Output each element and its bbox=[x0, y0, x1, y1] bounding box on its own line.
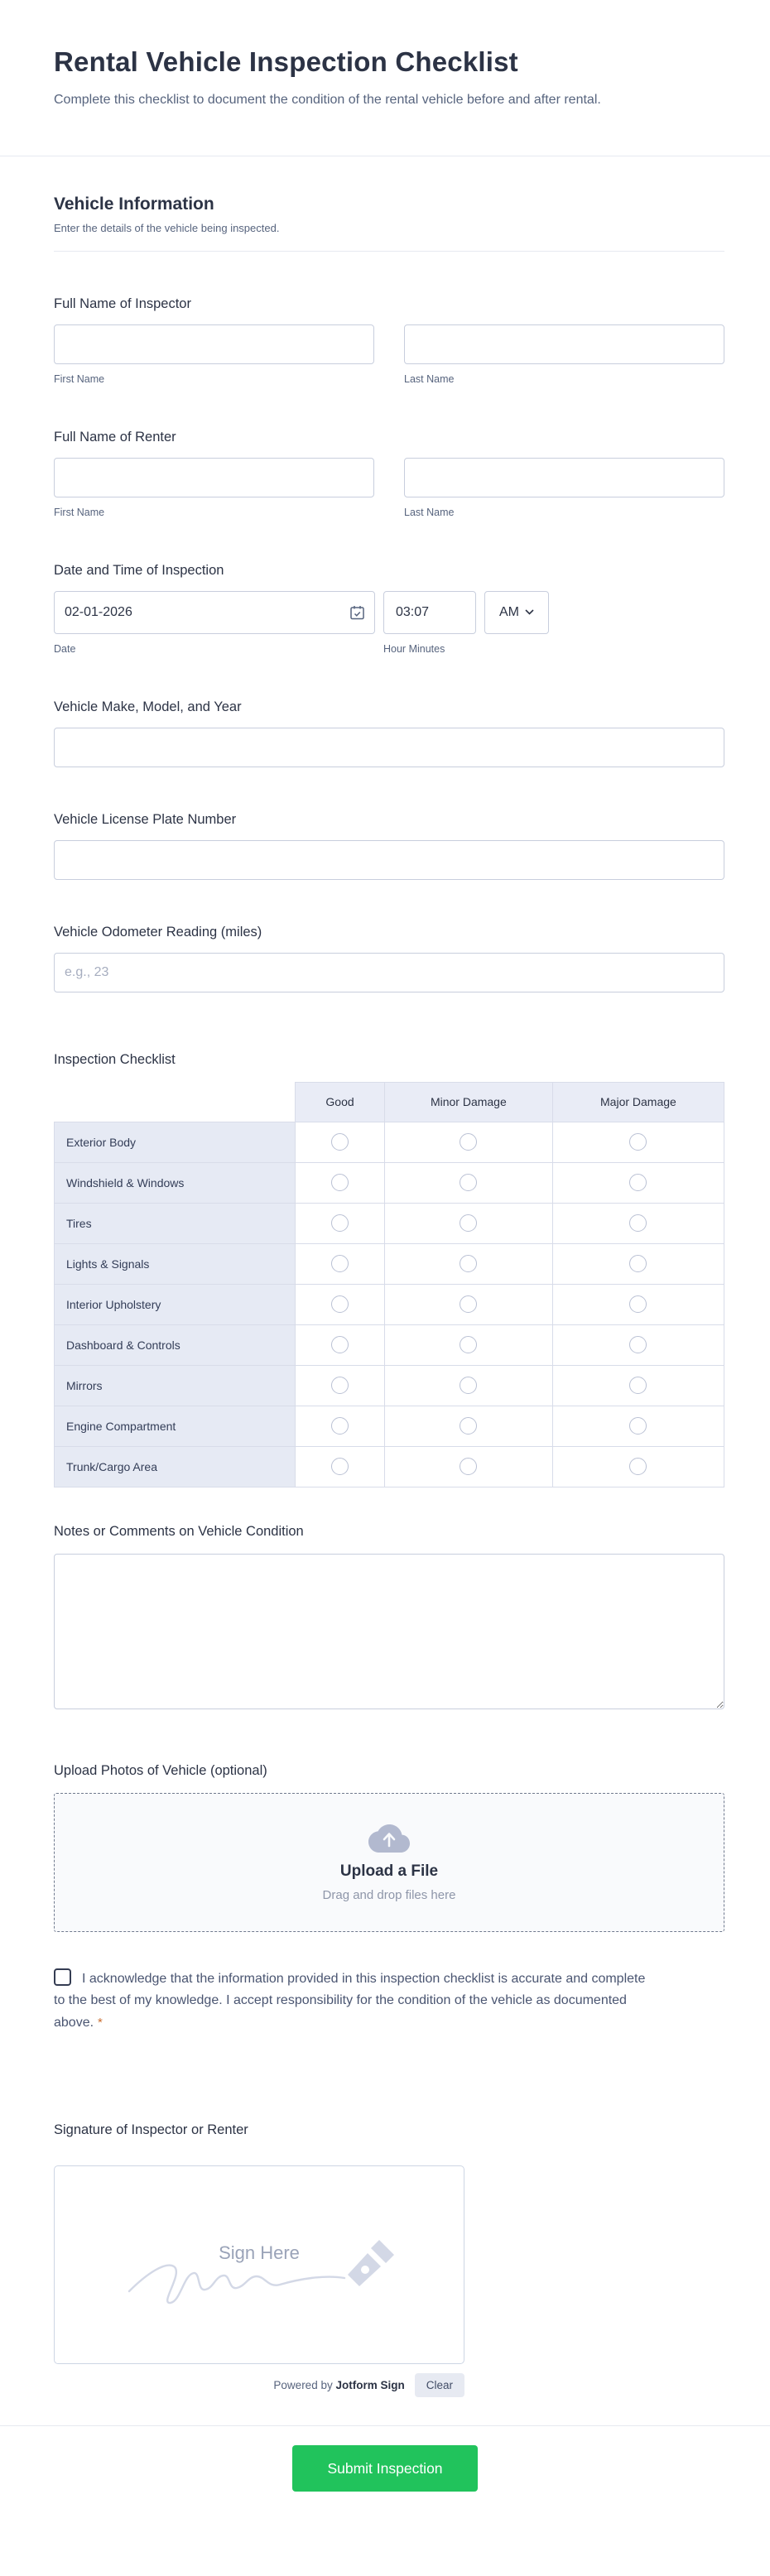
powered-by-jotform-sign: Powered by Jotform Sign bbox=[273, 2379, 405, 2392]
cloud-upload-icon bbox=[368, 1823, 410, 1853]
radio-engine-compartment-good[interactable] bbox=[331, 1417, 349, 1435]
radio-interior-upholstery-minor-damage[interactable] bbox=[460, 1295, 477, 1313]
checklist-cell bbox=[384, 1243, 552, 1284]
time-input[interactable] bbox=[383, 591, 476, 634]
checklist-cell bbox=[384, 1203, 552, 1243]
checklist-cell bbox=[384, 1446, 552, 1487]
inspector-last-name-sublabel: Last Name bbox=[404, 372, 455, 385]
make-model-year-input[interactable] bbox=[54, 728, 724, 767]
radio-windshield-windows-major-damage[interactable] bbox=[629, 1174, 647, 1191]
checklist-cell bbox=[552, 1243, 724, 1284]
odometer-label: Vehicle Odometer Reading (miles) bbox=[54, 924, 262, 940]
upload-hint: Drag and drop files here bbox=[322, 1887, 456, 1902]
inspector-last-name-input[interactable] bbox=[404, 324, 724, 364]
radio-interior-upholstery-good[interactable] bbox=[331, 1295, 349, 1313]
inspector-first-name-sublabel: First Name bbox=[54, 372, 105, 385]
field-upload bbox=[54, 1763, 724, 1932]
ampm-value: AM bbox=[499, 604, 519, 619]
checklist-cell bbox=[384, 1406, 552, 1446]
renter-first-name-input[interactable] bbox=[54, 458, 374, 497]
checklist-cell bbox=[552, 1446, 724, 1487]
checklist-cell bbox=[384, 1365, 552, 1406]
radio-lights-signals-good[interactable] bbox=[331, 1255, 349, 1272]
license-plate-label: Vehicle License Plate Number bbox=[54, 811, 237, 827]
field-inspection-checklist bbox=[54, 1052, 724, 1487]
form-body bbox=[0, 156, 770, 2398]
checklist-header-row bbox=[55, 1082, 724, 1122]
checklist-row bbox=[55, 1203, 724, 1243]
checklist-cell bbox=[296, 1284, 385, 1324]
checklist-row bbox=[55, 1446, 724, 1487]
notes-textarea[interactable] bbox=[54, 1554, 724, 1709]
checklist-cell bbox=[552, 1162, 724, 1203]
radio-dashboard-controls-minor-damage[interactable] bbox=[460, 1336, 477, 1353]
inspector-first-name-input[interactable] bbox=[54, 324, 374, 364]
checklist-row bbox=[55, 1243, 724, 1284]
date-input[interactable] bbox=[54, 591, 375, 634]
renter-last-name-sublabel: Last Name bbox=[404, 506, 455, 518]
checklist-row-label: Exterior Body bbox=[55, 1122, 296, 1162]
radio-engine-compartment-major-damage[interactable] bbox=[629, 1417, 647, 1435]
acknowledgment-text: I acknowledge that the information provided in this inspection checklist is accurate and complete to the best of my knowledge. I accept responsibility for the condition of the vehicle as documented above. bbox=[54, 1971, 646, 2031]
checklist-row-label: Tires bbox=[55, 1203, 296, 1243]
field-license-plate bbox=[54, 812, 724, 880]
datetime-label: Date and Time of Inspection bbox=[54, 562, 224, 578]
checklist-row-label: Dashboard & Controls bbox=[55, 1324, 296, 1365]
field-acknowledgment bbox=[54, 1968, 658, 2035]
checklist-row-label: Mirrors bbox=[55, 1365, 296, 1406]
checklist-row-label: Trunk/Cargo Area bbox=[55, 1446, 296, 1487]
signature-pad[interactable] bbox=[54, 2165, 464, 2364]
radio-trunk-cargo-area-minor-damage[interactable] bbox=[460, 1458, 477, 1475]
radio-exterior-body-major-damage[interactable] bbox=[629, 1133, 647, 1151]
checklist-cell bbox=[552, 1365, 724, 1406]
field-inspector-name bbox=[54, 296, 724, 385]
checklist-cell bbox=[296, 1162, 385, 1203]
checklist-row bbox=[55, 1324, 724, 1365]
checklist-row bbox=[55, 1162, 724, 1203]
make-model-year-label: Vehicle Make, Model, and Year bbox=[54, 699, 242, 714]
jotform-sign-brand: Jotform Sign bbox=[335, 2379, 405, 2392]
radio-mirrors-good[interactable] bbox=[331, 1377, 349, 1394]
checklist-cell bbox=[296, 1324, 385, 1365]
checklist-table-body bbox=[55, 1122, 724, 1487]
upload-button-text: Upload a File bbox=[339, 1862, 439, 1880]
radio-exterior-body-good[interactable] bbox=[331, 1133, 349, 1151]
checklist-row-label: Interior Upholstery bbox=[55, 1284, 296, 1324]
calendar-icon[interactable] bbox=[349, 604, 365, 620]
submit-bar bbox=[0, 2425, 770, 2533]
checklist-cell bbox=[552, 1324, 724, 1365]
checklist-row-label: Lights & Signals bbox=[55, 1243, 296, 1284]
section-title: Vehicle Information bbox=[54, 194, 214, 214]
checklist-cell bbox=[296, 1406, 385, 1446]
checklist-cell bbox=[296, 1203, 385, 1243]
checklist-cell bbox=[296, 1243, 385, 1284]
checklist-cell bbox=[384, 1324, 552, 1365]
license-plate-input[interactable] bbox=[54, 840, 724, 880]
section-vehicle-information bbox=[54, 195, 724, 252]
ampm-select[interactable] bbox=[484, 591, 549, 634]
checklist-row bbox=[55, 1406, 724, 1446]
checklist-cell bbox=[552, 1406, 724, 1446]
checklist-cell bbox=[296, 1446, 385, 1487]
page-title: Rental Vehicle Inspection Checklist bbox=[54, 46, 518, 77]
radio-dashboard-controls-good[interactable] bbox=[331, 1336, 349, 1353]
time-sublabel: Hour Minutes bbox=[383, 642, 445, 655]
signature-label: Signature of Inspector or Renter bbox=[54, 2122, 248, 2138]
radio-trunk-cargo-area-good[interactable] bbox=[331, 1458, 349, 1475]
radio-tires-minor-damage[interactable] bbox=[460, 1214, 477, 1232]
radio-lights-signals-minor-damage[interactable] bbox=[460, 1255, 477, 1272]
section-description: Enter the details of the vehicle being inspected. bbox=[54, 221, 280, 234]
checklist-row bbox=[55, 1122, 724, 1162]
radio-mirrors-major-damage[interactable] bbox=[629, 1377, 647, 1394]
checklist-col-major-damage: Major Damage bbox=[552, 1082, 724, 1122]
field-datetime bbox=[54, 563, 724, 655]
radio-windshield-windows-good[interactable] bbox=[331, 1174, 349, 1191]
upload-label: Upload Photos of Vehicle (optional) bbox=[54, 1762, 267, 1778]
checklist-table bbox=[54, 1082, 724, 1487]
radio-engine-compartment-minor-damage[interactable] bbox=[460, 1417, 477, 1435]
odometer-input[interactable] bbox=[54, 953, 724, 992]
checklist-row bbox=[55, 1365, 724, 1406]
checklist-cell bbox=[384, 1284, 552, 1324]
radio-interior-upholstery-major-damage[interactable] bbox=[629, 1295, 647, 1313]
submit-inspection-button[interactable]: Submit Inspection bbox=[292, 2445, 478, 2492]
radio-exterior-body-minor-damage[interactable] bbox=[460, 1133, 477, 1151]
checklist-corner-cell bbox=[55, 1082, 296, 1122]
signature-placeholder-doodle bbox=[123, 2215, 396, 2314]
checklist-col-good: Good bbox=[296, 1082, 385, 1122]
pen-nib-icon bbox=[348, 2240, 394, 2286]
radio-tires-good[interactable] bbox=[331, 1214, 349, 1232]
radio-trunk-cargo-area-major-damage[interactable] bbox=[629, 1458, 647, 1475]
sign-here-text: Sign Here bbox=[219, 2242, 300, 2263]
renter-name-label: Full Name of Renter bbox=[54, 429, 176, 445]
radio-windshield-windows-minor-damage[interactable] bbox=[460, 1174, 477, 1191]
checklist-cell bbox=[552, 1203, 724, 1243]
checklist-row bbox=[55, 1284, 724, 1324]
radio-dashboard-controls-major-damage[interactable] bbox=[629, 1336, 647, 1353]
upload-dropzone[interactable] bbox=[54, 1793, 724, 1932]
form-header bbox=[0, 0, 770, 156]
radio-lights-signals-major-damage[interactable] bbox=[629, 1255, 647, 1272]
field-odometer bbox=[54, 925, 724, 992]
renter-first-name-sublabel: First Name bbox=[54, 506, 105, 518]
field-make-model-year bbox=[54, 699, 724, 767]
inspector-name-label: Full Name of Inspector bbox=[54, 296, 191, 311]
radio-tires-major-damage[interactable] bbox=[629, 1214, 647, 1232]
checklist-cell bbox=[384, 1122, 552, 1162]
field-notes bbox=[54, 1524, 724, 1713]
acknowledgment-checkbox[interactable] bbox=[54, 1968, 71, 1986]
field-renter-name bbox=[54, 430, 724, 518]
checklist-cell bbox=[296, 1365, 385, 1406]
radio-mirrors-minor-damage[interactable] bbox=[460, 1377, 477, 1394]
checklist-row-label: Windshield & Windows bbox=[55, 1162, 296, 1203]
page-description: Complete this checklist to document the condition of the rental vehicle before and after rental. bbox=[54, 93, 601, 107]
notes-label: Notes or Comments on Vehicle Condition bbox=[54, 1523, 304, 1539]
checklist-row-label: Engine Compartment bbox=[55, 1406, 296, 1446]
required-asterisk: * bbox=[98, 2016, 103, 2031]
date-sublabel: Date bbox=[54, 642, 76, 655]
checklist-cell bbox=[552, 1122, 724, 1162]
clear-signature-button[interactable]: Clear bbox=[415, 2373, 464, 2397]
checklist-cell bbox=[296, 1122, 385, 1162]
field-signature bbox=[54, 2122, 724, 2397]
checklist-cell bbox=[384, 1162, 552, 1203]
checklist-cell bbox=[552, 1284, 724, 1324]
chevron-down-icon bbox=[525, 609, 534, 615]
inspection-checklist-label: Inspection Checklist bbox=[54, 1051, 176, 1067]
checklist-col-minor-damage: Minor Damage bbox=[384, 1082, 552, 1122]
renter-last-name-input[interactable] bbox=[404, 458, 724, 497]
